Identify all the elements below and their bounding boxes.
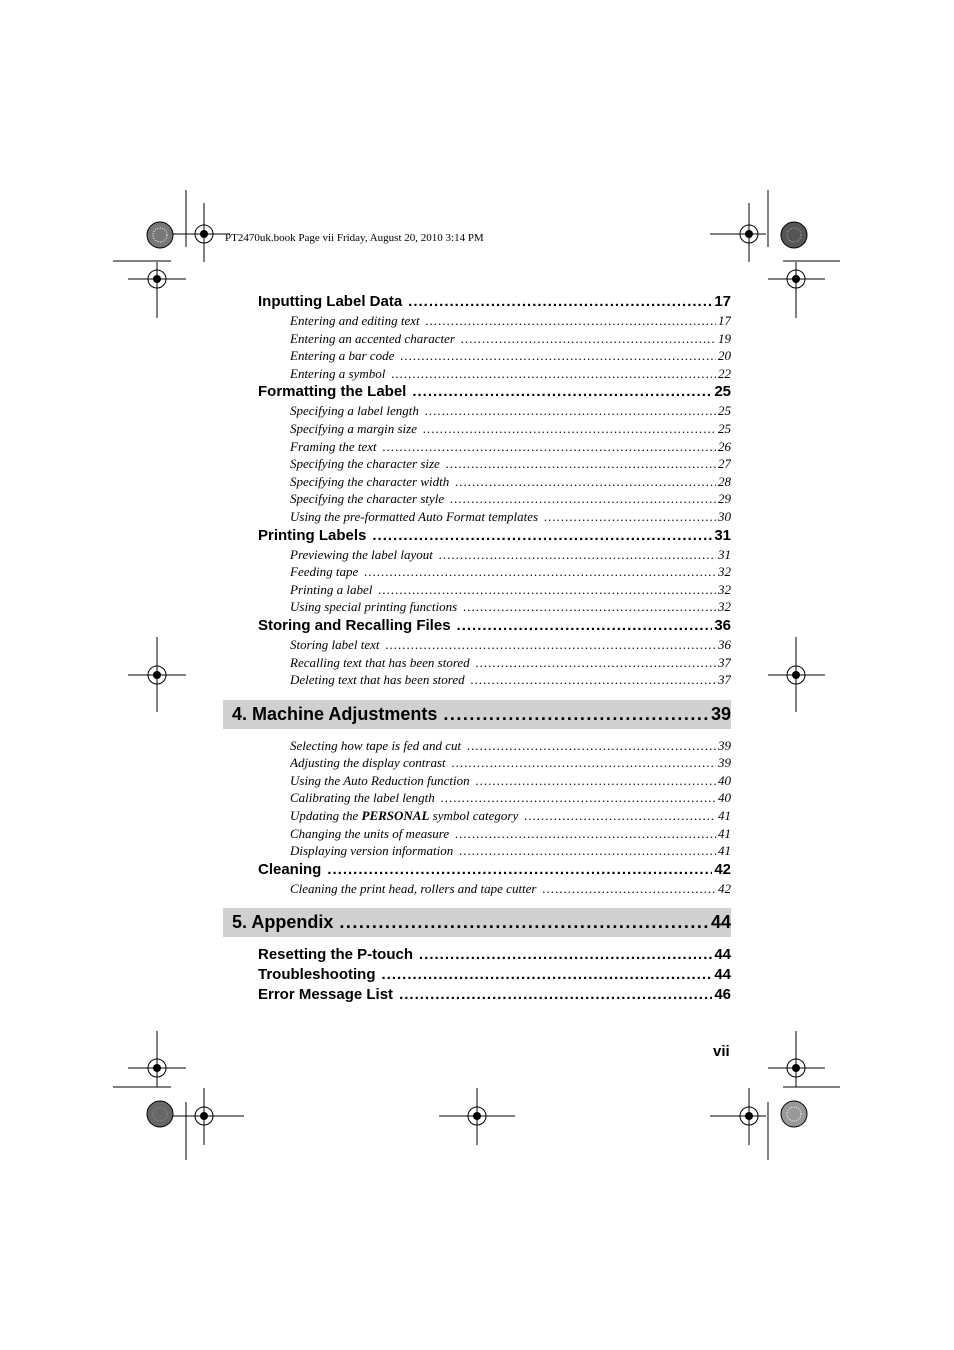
toc-subsection-entry[interactable] <box>290 842 731 860</box>
toc-page-number: 42 <box>714 860 731 878</box>
toc-page-number: 42 <box>718 880 731 896</box>
toc-leader-dots <box>463 598 716 616</box>
toc-leader-dots <box>419 945 712 965</box>
toc-page-number: 41 <box>718 825 731 841</box>
toc-subsection-entry[interactable] <box>290 365 731 383</box>
toc-chapter-heading[interactable] <box>223 700 731 729</box>
toc-leader-dots <box>399 985 712 1005</box>
toc-leader-dots <box>446 455 716 473</box>
toc-subsection-entry[interactable] <box>290 671 731 689</box>
toc-leader-dots <box>378 581 716 599</box>
toc-page-number: 37 <box>718 672 731 688</box>
toc-entry-title: Resetting the P-touch <box>258 946 414 964</box>
toc-leader-dots <box>412 382 712 402</box>
toc-page-number: 44 <box>710 912 731 933</box>
toc-subsection-entry[interactable] <box>290 438 731 456</box>
toc-subsection-entry[interactable] <box>290 330 731 348</box>
toc-section-entry[interactable] <box>258 616 731 636</box>
toc-entry-title: Formatting the Label <box>258 383 407 401</box>
toc-page-number: 22 <box>718 365 731 381</box>
toc-page-number: 41 <box>718 843 731 859</box>
toc-entry-title: Specifying a margin size <box>290 420 417 436</box>
toc-entry-title: Inputting Label Data <box>258 293 403 310</box>
toc-page-number: 44 <box>714 946 731 964</box>
toc-page-number: 17 <box>714 293 731 310</box>
toc-leader-dots <box>467 737 716 755</box>
toc-entry-title: Calibrating the label length <box>290 790 435 806</box>
toc-leader-dots <box>423 420 716 438</box>
toc-subsection-entry[interactable] <box>290 581 731 599</box>
toc-section-entry[interactable] <box>258 860 731 880</box>
print-job-stamp: PT2470uk.book Page vii Friday, August 20, 2010 3:14 PM <box>225 232 484 244</box>
toc-entry-title: Updating the PERSONAL symbol category <box>290 808 519 824</box>
toc-subsection-entry[interactable] <box>290 563 731 581</box>
toc-leader-dots <box>452 754 716 772</box>
table-of-contents <box>232 292 731 1005</box>
toc-leader-dots <box>382 965 713 985</box>
toc-subsection-entry[interactable] <box>290 402 731 420</box>
toc-page-number: 36 <box>714 616 731 634</box>
toc-subsection-entry[interactable] <box>290 598 731 616</box>
toc-subsection-entry[interactable] <box>290 636 731 654</box>
toc-entry-title: Using special printing functions <box>290 599 458 615</box>
toc-entry-title: Feeding tape <box>290 564 359 580</box>
toc-page-number: 19 <box>718 330 731 346</box>
toc-subsection-entry[interactable] <box>290 312 731 330</box>
toc-entry-title: Error Message List <box>258 986 394 1004</box>
toc-entry-title: 4. Machine Adjustments <box>232 703 438 724</box>
toc-page-number: 30 <box>718 508 731 524</box>
toc-page-number: 44 <box>714 966 731 984</box>
toc-leader-dots <box>408 292 712 312</box>
toc-subsection-entry[interactable] <box>290 347 731 365</box>
toc-page-number: 20 <box>718 348 731 364</box>
toc-section-entry[interactable] <box>258 382 731 402</box>
toc-entry-title: Cleaning <box>258 860 322 878</box>
toc-page-number: 32 <box>718 564 731 580</box>
toc-leader-dots <box>426 312 716 330</box>
toc-page-number: 40 <box>718 790 731 806</box>
toc-leader-dots <box>386 636 716 654</box>
toc-page-number: 26 <box>718 438 731 454</box>
toc-leader-dots <box>339 908 709 937</box>
toc-subsection-entry[interactable] <box>290 490 731 508</box>
toc-leader-dots <box>372 526 712 546</box>
toc-page-number: 29 <box>718 491 731 507</box>
toc-entry-title: Using the pre-formatted Auto Format templates <box>290 508 539 524</box>
toc-entry-title: Entering a bar code <box>290 348 395 364</box>
toc-section-entry[interactable] <box>258 965 731 985</box>
toc-section-entry[interactable] <box>258 292 731 312</box>
toc-page-number: 31 <box>718 546 731 562</box>
toc-section-entry[interactable] <box>258 945 731 965</box>
toc-entry-title: Storing and Recalling Files <box>258 616 451 634</box>
toc-entry-title: Deleting text that has been stored <box>290 672 465 688</box>
toc-section-entry[interactable] <box>258 985 731 1005</box>
toc-leader-dots <box>391 365 716 383</box>
toc-leader-dots <box>476 772 716 790</box>
toc-chapter-heading[interactable] <box>223 908 731 937</box>
toc-entry-title: Printing Labels <box>258 526 367 544</box>
toc-leader-dots <box>471 671 716 689</box>
toc-entry-title: Adjusting the display contrast <box>290 755 446 771</box>
toc-leader-dots <box>455 825 716 843</box>
toc-leader-dots <box>443 700 709 729</box>
toc-subsection-entry[interactable] <box>290 508 731 526</box>
toc-subsection-entry[interactable] <box>290 807 731 825</box>
toc-page-number: 39 <box>710 703 731 724</box>
toc-entry-title: Changing the units of measure <box>290 825 450 841</box>
toc-subsection-entry[interactable] <box>290 754 731 772</box>
toc-page-number: 32 <box>718 581 731 597</box>
toc-page-number: 37 <box>718 654 731 670</box>
toc-entry-title: Specifying a label length <box>290 403 419 419</box>
toc-entry-title: Using the Auto Reduction function <box>290 772 470 788</box>
toc-page-number: 40 <box>718 772 731 788</box>
toc-entry-title: Displaying version information <box>290 843 454 859</box>
toc-leader-dots <box>524 807 716 825</box>
toc-page-number: 17 <box>718 313 731 328</box>
toc-entry-title: Framing the text <box>290 438 377 454</box>
toc-page-number: 25 <box>714 383 731 401</box>
toc-entry-title: Specifying the character style <box>290 491 445 507</box>
toc-entry-title: Storing label text <box>290 636 380 652</box>
toc-leader-dots <box>455 473 716 491</box>
toc-subsection-entry[interactable] <box>290 546 731 564</box>
toc-subsection-entry[interactable] <box>290 473 731 491</box>
toc-leader-dots <box>457 616 713 636</box>
toc-leader-dots <box>441 789 716 807</box>
toc-section-entry[interactable] <box>258 526 731 546</box>
toc-subsection-entry[interactable] <box>290 455 731 473</box>
toc-page-number: 46 <box>714 986 731 1004</box>
toc-subsection-entry[interactable] <box>290 880 731 898</box>
toc-leader-dots <box>400 347 716 365</box>
toc-leader-dots <box>461 330 716 348</box>
toc-subsection-entry[interactable] <box>290 789 731 807</box>
toc-page-number: 39 <box>718 755 731 771</box>
toc-entry-title: Entering a symbol <box>290 365 386 381</box>
toc-page-number: 31 <box>714 526 731 544</box>
toc-leader-dots <box>459 842 716 860</box>
toc-entry-title: Previewing the label layout <box>290 546 433 562</box>
toc-subsection-entry[interactable] <box>290 825 731 843</box>
toc-subsection-entry[interactable] <box>290 420 731 438</box>
toc-entry-title: Specifying the character size <box>290 456 440 472</box>
toc-entry-title: Entering an accented character <box>290 330 455 346</box>
toc-page-number: 25 <box>718 420 731 436</box>
toc-page-number: 39 <box>718 737 731 753</box>
toc-subsection-entry[interactable] <box>290 654 731 672</box>
toc-leader-dots <box>425 402 716 420</box>
toc-leader-dots <box>543 880 717 898</box>
toc-entry-title: Printing a label <box>290 581 373 597</box>
toc-page-number: 41 <box>718 808 731 824</box>
toc-page-number: 28 <box>718 473 731 489</box>
toc-entry-title: Troubleshooting <box>258 966 376 984</box>
toc-entry-title: Selecting how tape is fed and cut <box>290 737 462 753</box>
toc-entry-title: Recalling text that has been stored <box>290 654 470 670</box>
toc-leader-dots <box>544 508 716 526</box>
toc-page-number: 32 <box>718 599 731 615</box>
toc-subsection-entry[interactable] <box>290 737 731 755</box>
toc-entry-title: Cleaning the print head, rollers and tape cutter <box>290 880 537 896</box>
toc-leader-dots <box>383 438 716 456</box>
toc-entry-title: Entering and editing text <box>290 313 420 328</box>
toc-entry-title: 5. Appendix <box>232 912 334 933</box>
toc-leader-dots <box>450 490 716 508</box>
toc-page-number: 36 <box>718 636 731 652</box>
toc-page-number: 27 <box>718 456 731 472</box>
toc-subsection-entry[interactable] <box>290 772 731 790</box>
toc-entry-title: Specifying the character width <box>290 473 450 489</box>
toc-page-number: 25 <box>718 403 731 419</box>
toc-leader-dots <box>327 860 712 880</box>
toc-leader-dots <box>439 546 716 564</box>
page-number: vii <box>713 1043 730 1060</box>
toc-leader-dots <box>364 563 716 581</box>
toc-leader-dots <box>476 654 716 672</box>
